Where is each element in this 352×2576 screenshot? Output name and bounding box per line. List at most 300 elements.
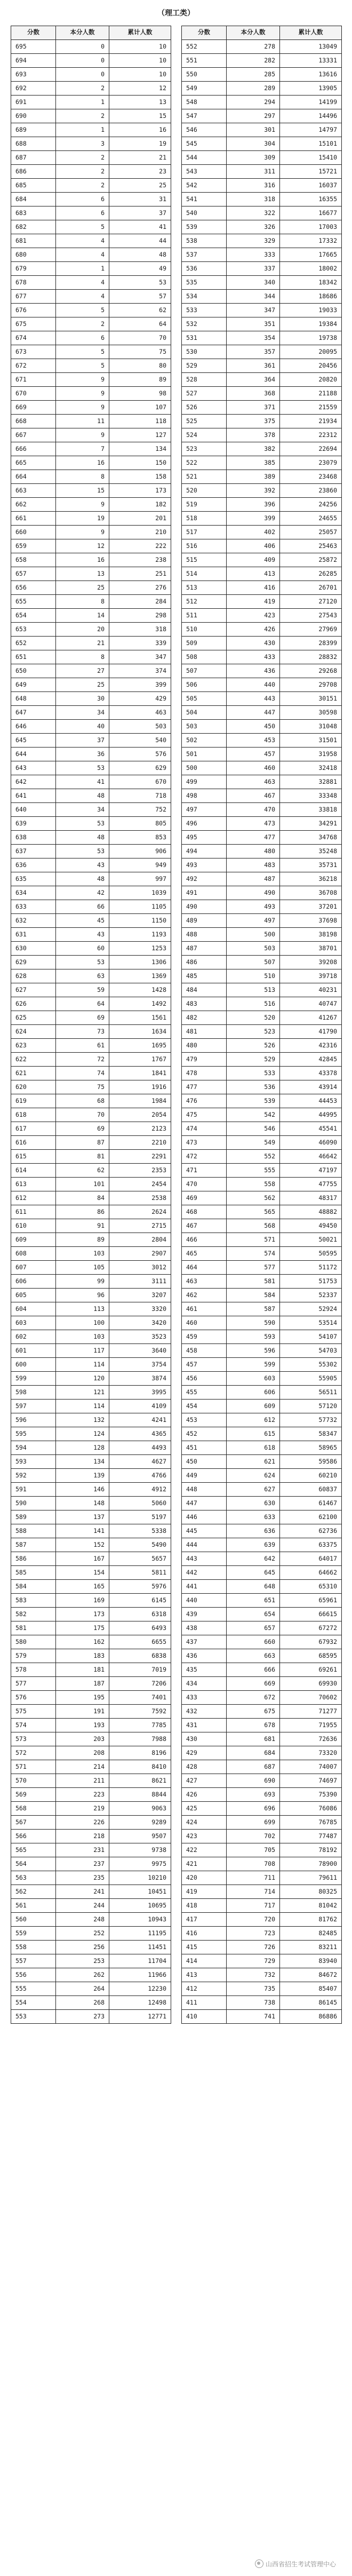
- table-row: [182, 1621, 342, 1635]
- cell-score: 569: [11, 1788, 56, 1802]
- cell-score: 548: [182, 96, 227, 109]
- table-row: [182, 831, 342, 845]
- cell-score: 537: [182, 248, 227, 262]
- table-row: [182, 969, 342, 983]
- cell-cumulative: 1767: [109, 1053, 171, 1067]
- cell-score: 581: [11, 1621, 56, 1635]
- cell-count: 520: [227, 1011, 280, 1025]
- cell-cumulative: 43914: [280, 1080, 342, 1094]
- table-row: [182, 1830, 342, 1843]
- table-row: [182, 650, 342, 664]
- table-row: [182, 442, 342, 456]
- cell-cumulative: 75390: [280, 1788, 342, 1802]
- cell-score: 688: [11, 137, 56, 151]
- table-row: [11, 1899, 171, 1913]
- table-row: [11, 137, 171, 151]
- table-row: [182, 1580, 342, 1594]
- cell-cumulative: 284: [109, 595, 171, 609]
- cell-cumulative: 6655: [109, 1635, 171, 1649]
- cell-score: 586: [11, 1552, 56, 1566]
- cell-count: 675: [227, 1705, 280, 1719]
- cell-cumulative: 10943: [109, 1913, 171, 1927]
- table-row: [182, 1150, 342, 1164]
- cell-count: 558: [227, 1178, 280, 1191]
- cell-score: 600: [11, 1358, 56, 1372]
- cell-score: 622: [11, 1053, 56, 1067]
- table-row: [11, 526, 171, 539]
- cell-count: 264: [56, 1982, 109, 1996]
- cell-cumulative: 22312: [280, 428, 342, 442]
- cell-cumulative: 26701: [280, 581, 342, 595]
- cell-score: 466: [182, 1233, 227, 1247]
- cell-score: 480: [182, 1039, 227, 1053]
- cell-count: 741: [227, 2010, 280, 2024]
- table-row: [11, 1025, 171, 1039]
- cell-cumulative: 238: [109, 553, 171, 567]
- cell-count: 473: [227, 817, 280, 831]
- cell-cumulative: 36708: [280, 886, 342, 900]
- header-score: 分数: [182, 26, 227, 40]
- table-row: [11, 1941, 171, 1954]
- cell-count: 612: [227, 1413, 280, 1427]
- cell-count: 344: [227, 290, 280, 304]
- cell-count: 436: [227, 664, 280, 678]
- cell-count: 732: [227, 1968, 280, 1982]
- cell-cumulative: 44453: [280, 1094, 342, 1108]
- table-row: [182, 220, 342, 234]
- cell-cumulative: 6838: [109, 1649, 171, 1663]
- cell-count: 720: [227, 1913, 280, 1927]
- cell-cumulative: 86886: [280, 2010, 342, 2024]
- cell-score: 610: [11, 1219, 56, 1233]
- table-row: [182, 1649, 342, 1663]
- cell-score: 454: [182, 1400, 227, 1413]
- cell-score: 506: [182, 678, 227, 692]
- cell-score: 453: [182, 1413, 227, 1427]
- cell-count: 40: [56, 720, 109, 734]
- cell-cumulative: 3995: [109, 1386, 171, 1400]
- table-row: [11, 1178, 171, 1191]
- table-header-row: [11, 26, 171, 40]
- cell-count: 627: [227, 1483, 280, 1497]
- table-row: [182, 1441, 342, 1455]
- cell-cumulative: 9738: [109, 1843, 171, 1857]
- table-row: [11, 1996, 171, 2010]
- cell-cumulative: 18002: [280, 262, 342, 276]
- table-row: [11, 151, 171, 165]
- cell-cumulative: 34768: [280, 831, 342, 845]
- cell-score: 639: [11, 817, 56, 831]
- cell-score: 551: [182, 54, 227, 68]
- cell-count: 25: [56, 581, 109, 595]
- header-cumulative: 累计人数: [280, 26, 342, 40]
- cell-score: 534: [182, 290, 227, 304]
- table-row: [11, 1968, 171, 1982]
- cell-count: 624: [227, 1469, 280, 1483]
- cell-score: 599: [11, 1372, 56, 1386]
- cell-cumulative: 4241: [109, 1413, 171, 1427]
- cell-score: 552: [182, 40, 227, 54]
- cell-score: 589: [11, 1510, 56, 1524]
- cell-count: 606: [227, 1386, 280, 1400]
- cell-score: 520: [182, 484, 227, 498]
- cell-cumulative: 20095: [280, 345, 342, 359]
- cell-score: 525: [182, 415, 227, 428]
- table-row: [11, 969, 171, 983]
- cell-cumulative: 1253: [109, 942, 171, 956]
- cell-score: 501: [182, 748, 227, 761]
- cell-score: 612: [11, 1191, 56, 1205]
- table-row: [11, 1705, 171, 1719]
- cell-cumulative: 7206: [109, 1677, 171, 1691]
- table-row: [182, 317, 342, 331]
- table-row: [182, 1053, 342, 1067]
- table-row: [182, 775, 342, 789]
- cell-cumulative: 37698: [280, 914, 342, 928]
- cell-score: 497: [182, 803, 227, 817]
- table-row: [11, 539, 171, 553]
- table-row: [11, 123, 171, 137]
- cell-cumulative: 61467: [280, 1497, 342, 1510]
- cell-count: 657: [227, 1621, 280, 1635]
- cell-count: 66: [56, 900, 109, 914]
- cell-count: 378: [227, 428, 280, 442]
- cell-score: 583: [11, 1594, 56, 1608]
- table-row: [11, 720, 171, 734]
- cell-cumulative: 32418: [280, 761, 342, 775]
- cell-score: 533: [182, 304, 227, 317]
- cell-cumulative: 15101: [280, 137, 342, 151]
- cell-count: 609: [227, 1400, 280, 1413]
- table-row: [11, 401, 171, 415]
- cell-count: 193: [56, 1719, 109, 1732]
- cell-count: 132: [56, 1413, 109, 1427]
- cell-count: 389: [227, 470, 280, 484]
- cell-score: 511: [182, 609, 227, 623]
- cell-cumulative: 31958: [280, 748, 342, 761]
- cell-cumulative: 25872: [280, 553, 342, 567]
- cell-count: 5: [56, 220, 109, 234]
- cell-count: 318: [227, 193, 280, 206]
- table-row: [11, 845, 171, 858]
- cell-score: 518: [182, 512, 227, 526]
- cell-count: 0: [56, 68, 109, 82]
- cell-score: 593: [11, 1455, 56, 1469]
- table-row: [182, 1608, 342, 1621]
- table-row: [182, 817, 342, 831]
- cell-count: 523: [227, 1025, 280, 1039]
- cell-count: 11: [56, 415, 109, 428]
- cell-cumulative: 44995: [280, 1108, 342, 1122]
- table-row: [11, 248, 171, 262]
- table-row: [182, 1025, 342, 1039]
- cell-count: 590: [227, 1316, 280, 1330]
- cell-cumulative: 6493: [109, 1621, 171, 1635]
- cell-cumulative: 29708: [280, 678, 342, 692]
- cell-count: 252: [56, 1927, 109, 1941]
- cell-count: 684: [227, 1746, 280, 1760]
- cell-count: 169: [56, 1594, 109, 1608]
- cell-count: 500: [227, 928, 280, 942]
- cell-count: 672: [227, 1691, 280, 1705]
- cell-cumulative: 134: [109, 442, 171, 456]
- cell-count: 385: [227, 456, 280, 470]
- cell-cumulative: 4627: [109, 1455, 171, 1469]
- cell-cumulative: 25463: [280, 539, 342, 553]
- cell-count: 6: [56, 206, 109, 220]
- cell-cumulative: 31: [109, 193, 171, 206]
- table-row: [182, 262, 342, 276]
- cell-score: 413: [182, 1968, 227, 1982]
- cell-score: 524: [182, 428, 227, 442]
- table-row: [11, 1649, 171, 1663]
- cell-count: 25: [56, 678, 109, 692]
- cell-score: 487: [182, 942, 227, 956]
- cell-score: 666: [11, 442, 56, 456]
- cell-count: 289: [227, 82, 280, 96]
- cell-count: 2: [56, 165, 109, 179]
- cell-count: 91: [56, 1219, 109, 1233]
- cell-count: 9: [56, 428, 109, 442]
- cell-cumulative: 251: [109, 567, 171, 581]
- cell-count: 9: [56, 526, 109, 539]
- table-row: [182, 581, 342, 595]
- table-row: [11, 1094, 171, 1108]
- cell-cumulative: 40747: [280, 997, 342, 1011]
- cell-score: 681: [11, 234, 56, 248]
- cell-cumulative: 540: [109, 734, 171, 748]
- cell-score: 449: [182, 1469, 227, 1483]
- cell-count: 53: [56, 817, 109, 831]
- cell-score: 481: [182, 1025, 227, 1039]
- cell-score: 606: [11, 1275, 56, 1289]
- table-row: [11, 1913, 171, 1927]
- cell-cumulative: 1150: [109, 914, 171, 928]
- table-row: [182, 1219, 342, 1233]
- table-row: [11, 193, 171, 206]
- cell-cumulative: 1984: [109, 1094, 171, 1108]
- cell-score: 638: [11, 831, 56, 845]
- cell-score: 517: [182, 526, 227, 539]
- cell-score: 598: [11, 1386, 56, 1400]
- table-row: [182, 512, 342, 526]
- cell-count: 75: [56, 1080, 109, 1094]
- cell-cumulative: 2353: [109, 1164, 171, 1178]
- cell-score: 585: [11, 1566, 56, 1580]
- cell-score: 460: [182, 1316, 227, 1330]
- cell-count: 191: [56, 1705, 109, 1719]
- cell-cumulative: 73320: [280, 1746, 342, 1760]
- cell-cumulative: 62736: [280, 1524, 342, 1538]
- cell-cumulative: 18686: [280, 290, 342, 304]
- cell-score: 584: [11, 1580, 56, 1594]
- cell-score: 452: [182, 1427, 227, 1441]
- cell-cumulative: 12230: [109, 1982, 171, 1996]
- cell-cumulative: 31501: [280, 734, 342, 748]
- cell-cumulative: 64017: [280, 1552, 342, 1566]
- cell-score: 684: [11, 193, 56, 206]
- cell-score: 523: [182, 442, 227, 456]
- cell-count: 304: [227, 137, 280, 151]
- cell-cumulative: 3754: [109, 1358, 171, 1372]
- cell-count: 244: [56, 1899, 109, 1913]
- cell-count: 72: [56, 1053, 109, 1067]
- cell-count: 406: [227, 539, 280, 553]
- page-title: （理工类）: [157, 9, 195, 17]
- cell-cumulative: 4365: [109, 1427, 171, 1441]
- table-row: [182, 234, 342, 248]
- cell-score: 498: [182, 789, 227, 803]
- cell-score: 468: [182, 1205, 227, 1219]
- cell-count: 347: [227, 304, 280, 317]
- cell-cumulative: 14496: [280, 109, 342, 123]
- cell-count: 375: [227, 415, 280, 428]
- cell-score: 418: [182, 1899, 227, 1913]
- cell-score: 507: [182, 664, 227, 678]
- table-row: [182, 276, 342, 290]
- cell-count: 717: [227, 1899, 280, 1913]
- cell-cumulative: 74697: [280, 1774, 342, 1788]
- table-row: [11, 276, 171, 290]
- table-row: [11, 692, 171, 706]
- table-row: [11, 1566, 171, 1580]
- cell-count: 711: [227, 1871, 280, 1885]
- cell-score: 500: [182, 761, 227, 775]
- table-row: [11, 1830, 171, 1843]
- cell-cumulative: 718: [109, 789, 171, 803]
- cell-count: 120: [56, 1372, 109, 1386]
- cell-score: 510: [182, 623, 227, 637]
- cell-cumulative: 107: [109, 401, 171, 415]
- cell-score: 607: [11, 1261, 56, 1275]
- cell-score: 428: [182, 1760, 227, 1774]
- table-row: [11, 82, 171, 96]
- cell-cumulative: 69261: [280, 1663, 342, 1677]
- cell-score: 499: [182, 775, 227, 789]
- cell-cumulative: 19033: [280, 304, 342, 317]
- cell-score: 572: [11, 1746, 56, 1760]
- table-row: [11, 262, 171, 276]
- cell-cumulative: 70: [109, 331, 171, 345]
- cell-count: 693: [227, 1788, 280, 1802]
- cell-count: 322: [227, 206, 280, 220]
- cell-count: 226: [56, 1816, 109, 1830]
- table-row: [182, 123, 342, 137]
- cell-score: 462: [182, 1289, 227, 1302]
- cell-cumulative: 7785: [109, 1719, 171, 1732]
- cell-cumulative: 629: [109, 761, 171, 775]
- cell-score: 680: [11, 248, 56, 262]
- cell-score: 536: [182, 262, 227, 276]
- cell-score: 695: [11, 40, 56, 54]
- table-row: [11, 2010, 171, 2024]
- cell-count: 195: [56, 1691, 109, 1705]
- cell-count: 4: [56, 234, 109, 248]
- cell-score: 426: [182, 1788, 227, 1802]
- cell-score: 570: [11, 1774, 56, 1788]
- cell-cumulative: 42316: [280, 1039, 342, 1053]
- cell-count: 660: [227, 1635, 280, 1649]
- cell-cumulative: 41: [109, 220, 171, 234]
- cell-count: 148: [56, 1497, 109, 1510]
- cell-score: 660: [11, 526, 56, 539]
- table-row: [11, 1080, 171, 1094]
- table-row: [11, 512, 171, 526]
- cell-count: 571: [227, 1233, 280, 1247]
- cell-count: 615: [227, 1427, 280, 1441]
- cell-score: 566: [11, 1830, 56, 1843]
- cell-score: 691: [11, 96, 56, 109]
- cell-cumulative: 77487: [280, 1830, 342, 1843]
- table-row: [11, 595, 171, 609]
- table-row: [182, 872, 342, 886]
- cell-count: 173: [56, 1608, 109, 1621]
- cell-count: 533: [227, 1067, 280, 1080]
- cell-count: 139: [56, 1469, 109, 1483]
- cell-count: 42: [56, 886, 109, 900]
- cell-cumulative: 24655: [280, 512, 342, 526]
- cell-count: 81: [56, 1150, 109, 1164]
- cell-score: 640: [11, 803, 56, 817]
- table-row: [11, 442, 171, 456]
- table-row: [182, 1691, 342, 1705]
- cell-cumulative: 80: [109, 359, 171, 373]
- table-row: [182, 789, 342, 803]
- table-row: [182, 1455, 342, 1469]
- cell-cumulative: 65961: [280, 1594, 342, 1608]
- cell-cumulative: 14797: [280, 123, 342, 137]
- cell-score: 455: [182, 1386, 227, 1400]
- cell-count: 574: [227, 1247, 280, 1261]
- cell-score: 694: [11, 54, 56, 68]
- table-row: [11, 609, 171, 623]
- cell-cumulative: 6318: [109, 1608, 171, 1621]
- cell-cumulative: 23: [109, 165, 171, 179]
- table-row: [182, 109, 342, 123]
- cell-score: 561: [11, 1899, 56, 1913]
- cell-score: 565: [11, 1843, 56, 1857]
- cell-cumulative: 298: [109, 609, 171, 623]
- cell-count: 48: [56, 789, 109, 803]
- cell-score: 656: [11, 581, 56, 595]
- cell-cumulative: 48317: [280, 1191, 342, 1205]
- cell-score: 513: [182, 581, 227, 595]
- cell-count: 419: [227, 595, 280, 609]
- table-row: [182, 1899, 342, 1913]
- cell-score: 451: [182, 1441, 227, 1455]
- cell-score: 443: [182, 1552, 227, 1566]
- cell-cumulative: 82485: [280, 1927, 342, 1941]
- cell-count: 463: [227, 775, 280, 789]
- table-row: [11, 1732, 171, 1746]
- cell-score: 419: [182, 1885, 227, 1899]
- cell-cumulative: 78900: [280, 1857, 342, 1871]
- table-row: [11, 40, 171, 54]
- cell-cumulative: 71277: [280, 1705, 342, 1719]
- cell-count: 13: [56, 567, 109, 581]
- cell-score: 657: [11, 567, 56, 581]
- cell-count: 364: [227, 373, 280, 387]
- cell-cumulative: 55302: [280, 1358, 342, 1372]
- cell-cumulative: 18342: [280, 276, 342, 290]
- cell-count: 1: [56, 262, 109, 276]
- cell-count: 48: [56, 872, 109, 886]
- table-row: [182, 1885, 342, 1899]
- cell-count: 603: [227, 1372, 280, 1386]
- cell-count: 27: [56, 664, 109, 678]
- table-row: [11, 1843, 171, 1857]
- cell-score: 642: [11, 775, 56, 789]
